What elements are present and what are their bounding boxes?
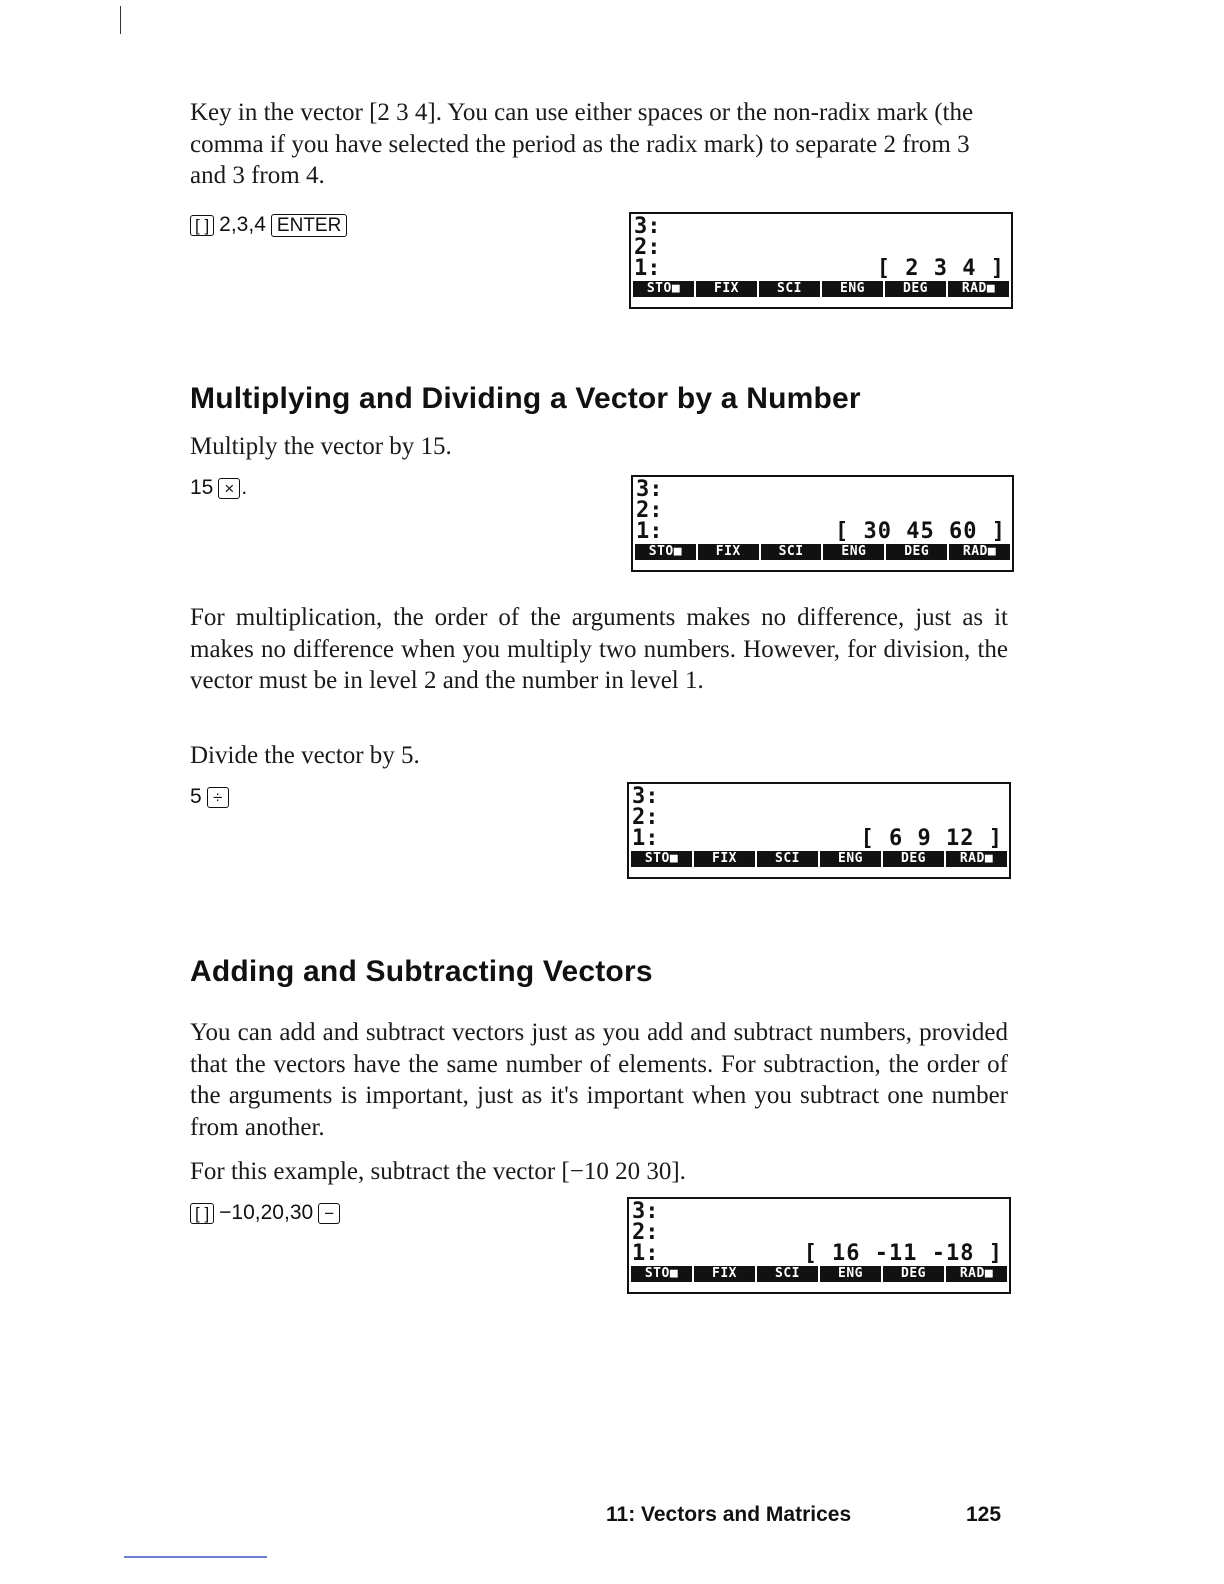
divide-key: ÷	[207, 787, 229, 808]
menu-key-sto: STO■	[635, 544, 696, 560]
level-label: 1:	[636, 519, 663, 544]
menu-key-sci: SCI	[759, 281, 820, 297]
menu-key-eng: ENG	[820, 851, 881, 867]
multiplication-order-paragraph: For multiplication, the order of the arguments makes no difference, just as it makes no difference when you multiply two numbers. However, for division, the vector must be in level 2 and the number in level 1.	[190, 604, 1008, 694]
menu-key-deg: DEG	[885, 281, 946, 297]
level-label: 3:	[634, 214, 661, 239]
subtract-keystrokes	[190, 1201, 340, 1225]
divide-instruction: Divide the vector by 5.	[190, 742, 420, 769]
menu-key-rad: RAD■	[948, 281, 1009, 297]
level-label: 1:	[632, 826, 659, 851]
calculator-display-2	[631, 475, 1014, 572]
menu-key-sto: STO■	[631, 1266, 692, 1282]
level-label: 3:	[632, 784, 659, 809]
subtract-instruction: For this example, subtract the vector [−10 20 30].	[190, 1158, 686, 1185]
intro-keystrokes	[190, 213, 347, 237]
intro-paragraph: Key in the vector [2 3 4]. You can use either spaces or the non-radix mark (the comma if you have selected the period as the radix mark) to separate 2 from 3 and 3 from 4.	[190, 99, 974, 189]
bottom-rule	[124, 1556, 267, 1558]
calculator-display-1	[629, 212, 1013, 309]
menu-key-sci: SCI	[757, 851, 818, 867]
menu-key-rad: RAD■	[946, 851, 1007, 867]
menu-key-fix: FIX	[694, 1266, 755, 1282]
calculator-display-3	[627, 782, 1011, 879]
menu-key-deg: DEG	[883, 851, 944, 867]
menu-key-fix: FIX	[696, 281, 757, 297]
menu-bar	[631, 851, 1007, 867]
keystroke-entry: 15	[190, 476, 214, 499]
footer-chapter-title: 11: Vectors and Matrices	[606, 1503, 852, 1526]
bracket-key: [ ]	[190, 215, 214, 236]
level-label: 3:	[636, 477, 663, 502]
level-label: 1:	[634, 256, 661, 281]
enter-key: ENTER	[271, 214, 347, 237]
menu-key-eng: ENG	[823, 544, 884, 560]
divide-keystrokes	[190, 785, 229, 809]
level-label: 2:	[634, 235, 661, 260]
level-label: 2:	[636, 498, 663, 523]
menu-key-fix: FIX	[694, 851, 755, 867]
menu-key-deg: DEG	[886, 544, 947, 560]
menu-key-sto: STO■	[633, 281, 694, 297]
menu-key-eng: ENG	[822, 281, 883, 297]
calculator-display-4	[627, 1197, 1011, 1294]
menu-key-eng: ENG	[820, 1266, 881, 1282]
menu-key-rad: RAD■	[949, 544, 1010, 560]
multiply-keystrokes	[190, 476, 247, 500]
menu-key-sto: STO■	[631, 851, 692, 867]
level-label: 2:	[632, 1220, 659, 1245]
stack-level-1-value: [ 16 -11 -18 ]	[803, 1241, 1003, 1266]
add-subtract-paragraph: You can add and subtract vectors just as you add and subtract numbers, provided that the vectors have the same number of elements. For subtraction, the order of the arguments is important, just as it's important when you subtract one number from another.	[190, 1019, 1008, 1141]
menu-key-sci: SCI	[761, 544, 822, 560]
menu-key-sci: SCI	[757, 1266, 818, 1282]
section-heading-multiply-divide: Multiplying and Dividing a Vector by a Number	[190, 382, 861, 415]
menu-bar	[631, 1266, 1007, 1282]
keystroke-entry: 5	[190, 785, 202, 808]
margin-tick	[120, 6, 121, 34]
menu-key-rad: RAD■	[946, 1266, 1007, 1282]
menu-bar	[633, 281, 1009, 297]
menu-key-fix: FIX	[698, 544, 759, 560]
level-label: 1:	[632, 1241, 659, 1266]
multiply-key: ×	[218, 478, 240, 499]
stack-level-1-value: [ 30 45 60 ]	[835, 519, 1006, 544]
bracket-key: [ ]	[190, 1203, 214, 1224]
keystroke-entry: 2,3,4	[219, 213, 266, 236]
keystroke-entry: −10,20,30	[219, 1201, 314, 1224]
subtract-key: −	[318, 1203, 340, 1224]
menu-bar	[635, 544, 1010, 560]
level-label: 2:	[632, 805, 659, 830]
stack-level-1-value: [ 6 9 12 ]	[860, 826, 1003, 851]
page-number: 125	[966, 1503, 1002, 1526]
stack-level-1-value: [ 2 3 4 ]	[876, 256, 1005, 281]
level-label: 3:	[632, 1199, 659, 1224]
multiply-instruction: Multiply the vector by 15.	[190, 433, 452, 460]
keystroke-suffix: .	[241, 476, 248, 499]
section-heading-add-subtract: Adding and Subtracting Vectors	[190, 955, 653, 988]
menu-key-deg: DEG	[883, 1266, 944, 1282]
